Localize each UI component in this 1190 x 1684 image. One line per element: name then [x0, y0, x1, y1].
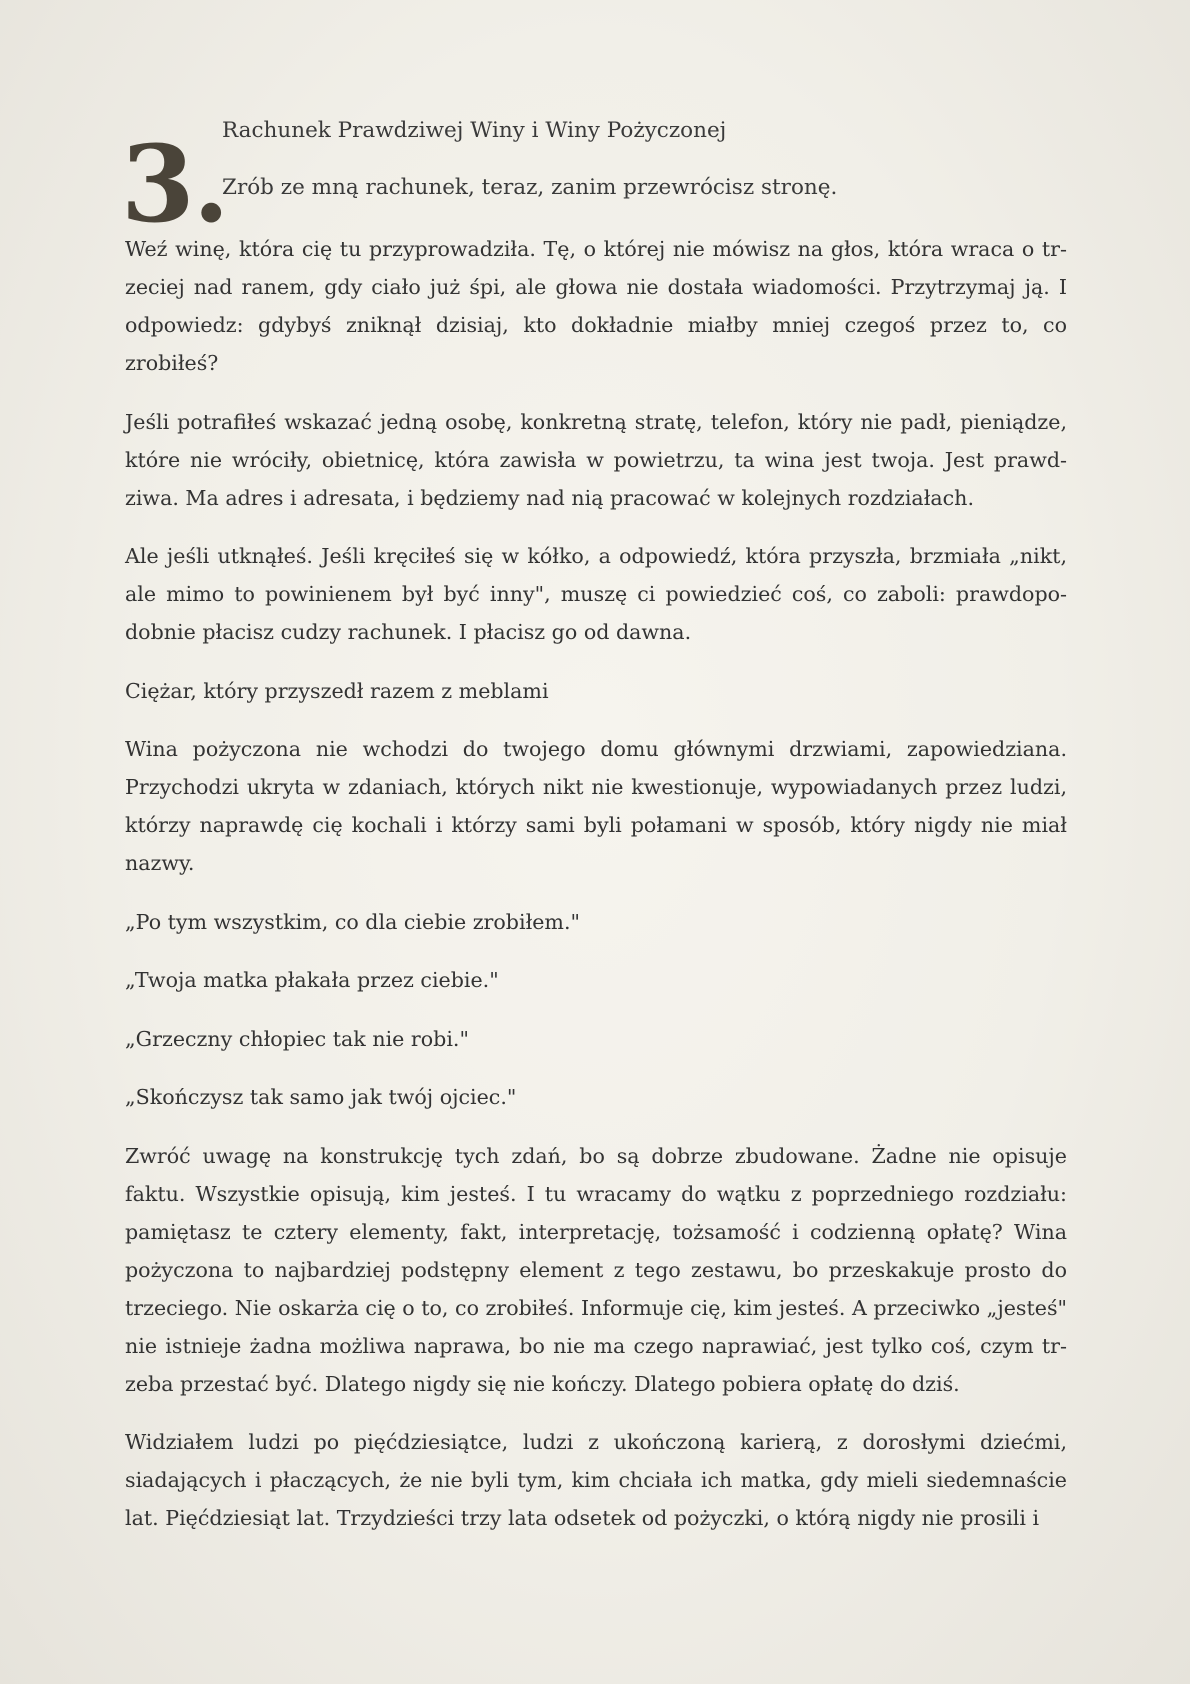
body-paragraph: Wina pożyczona nie wchodzi do twojego domu głównymi drzwiami, zapowiedziana. Przychodzi ukryta w zdaniach, których nikt nie kwestionuje, wypowiadanych przez ludzi, którzy naprawdę cię kochali i którzy sami byli połamani w sposób, który nigdy nie miał nazwy.: [125, 737, 1067, 875]
chapter-header: [121, 110, 1067, 246]
body-paragraph: Zwróć uwagę na konstrukcję tych zdań, bo są dobrze zbudowane. Żadne nie opisuje faktu. Wszystkie opisują, kim jesteś. I tu wracamy do wątku z poprzedniego rozdziału: pamiętasz te cztery elementy, fakt, interpretację, tożsamość i codzienną opłatę? Wina pożyczona to najbardziej podstępny element z tego zestawu, bo przeskakuje prosto do trzeciego. Nie oskarża cię o to, co zrobiłeś. Informuje cię, kim jesteś. A przeciwko „jesteś" nie istnieje żadna możliwa naprawa, bo nie ma czego naprawiać, jest tylko coś, czym trzeba przestać być. Dlatego nigdy się nie kończy. Dlatego pobiera opłatę do dziś.: [125, 1143, 1067, 1396]
body-paragraph: Weź winę, która cię tu przyprowadziła. Tę, o której nie mówisz na głos, która wraca o trzeciej nad ranem, gdy ciało już śpi, ale głowa nie dostała wiadomości. Przytrzymaj ją. I odpowiedz: gdybyś zniknął dzisiaj, kto dokładnie miałby mniej czegoś przez to, co zrobiłeś?: [125, 237, 1067, 375]
quoted-phrase: „Po tym wszystkim, co dla ciebie zrobiłem.": [125, 909, 580, 934]
page-content: [121, 110, 1067, 1558]
section-heading: Ciężar, który przyszedł razem z meblami: [125, 678, 549, 703]
chapter-number: 3.: [121, 121, 228, 246]
quoted-phrase: „Twoja matka płakała przez ciebie.": [125, 968, 499, 992]
chapter-title: Rachunek Prawdziwej Winy i Winy Pożyczonej: [222, 118, 727, 143]
body-paragraph: Ale jeśli utknąłeś. Jeśli kręciłeś się w kółko, a odpowiedź, która przyszła, brzmiała „nikt, ale mimo to powinienem był być inny", muszę ci powiedzieć coś, co zaboli: prawdopodobnie płacisz cudzy rachunek. I płacisz go od dawna.: [125, 544, 1067, 644]
body-paragraph: Jeśli potrafiłeś wskazać jedną osobę, konkretną stratę, telefon, który nie padł, pieniądze, które nie wróciły, obietnicę, która zawisła w powietrzu, ta wina jest twoja. Jest prawdziwa. Ma adres i adresata, i będziemy nad nią pracować w kolejnych rozdziałach.: [125, 409, 1067, 510]
chapter-lead-sentence: Zrób ze mną rachunek, teraz, zanim przewrócisz stronę.: [222, 175, 838, 200]
body-paragraph: Widziałem ludzi po pięćdziesiątce, ludzi z ukończoną karierą, z dorosłymi dziećmi, siadających i płaczących, że nie byli tym, kim chciała ich matka, gdy mieli siedemnaście lat. Pięćdziesiąt lat. Trzydzieści trzy lata odsetek od pożyczki, o którą nigdy nie prosili i: [125, 1430, 1067, 1530]
quoted-phrase: „Grzeczny chłopiec tak nie robi.": [125, 1026, 469, 1051]
quoted-phrase: „Skończysz tak samo jak twój ojciec.": [125, 1085, 517, 1109]
